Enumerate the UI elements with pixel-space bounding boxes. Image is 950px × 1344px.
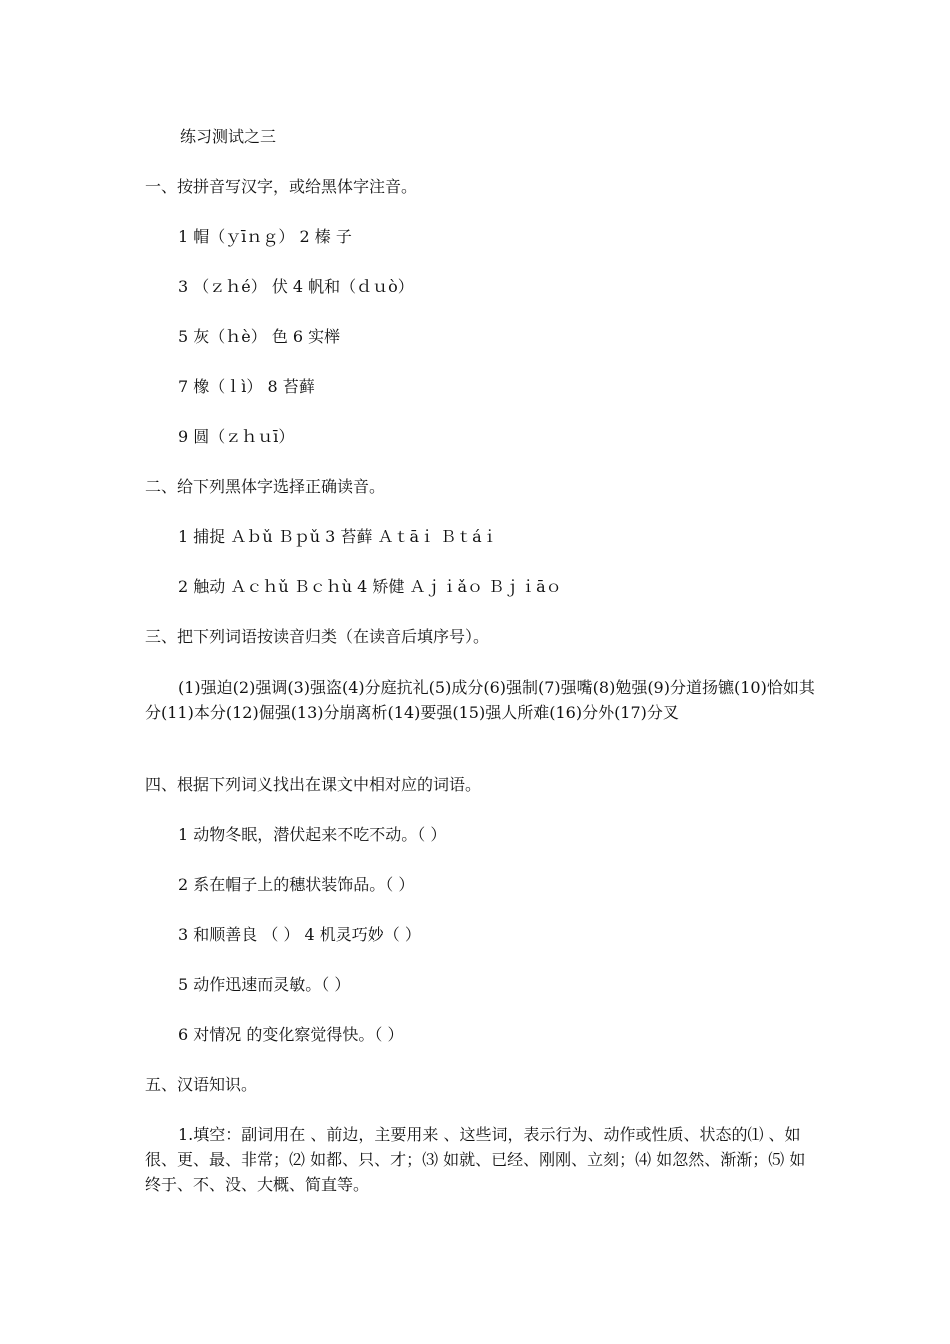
- section-1-heading: 一、按拼音写汉字，或给黑体字注音。: [145, 177, 418, 196]
- section-4-item: 3 和顺善良 （ ） 4 机灵巧妙（ ）: [178, 925, 421, 944]
- section-2-item: 1 捕捉 Ａｂǔ Ｂｐǔ 3 苔藓 Ａｔāｉ Ｂｔáｉ: [178, 527, 498, 546]
- section-5-heading: 五、汉语知识。: [145, 1075, 258, 1094]
- section-1-item: 5 灰（ｈè） 色 6 实榉: [178, 327, 341, 346]
- section-1-item: 9 圆（ｚｈｕī）: [178, 427, 295, 446]
- page-title: 练习测试之三: [180, 127, 277, 146]
- section-1-item: 1 帽（ｙīｎｇ） 2 榛 子: [178, 227, 352, 246]
- section-4-item: 2 系在帽子上的穗状装饰品。（ ）: [178, 875, 415, 894]
- section-4-heading: 四、根据下列词义找出在课文中相对应的词语。: [145, 775, 482, 794]
- section-4-item: 1 动物冬眠，潜伏起来不吃不动。（ ）: [178, 825, 447, 844]
- section-5-paragraph: 1.填空：副词用在 、前边，主要用来 、这些词，表示行为、动作或性质、状态的⑴ 、如很、更、最、非常；⑵ 如都、只、才；⑶ 如就、已经、刚刚、立刻；⑷ 如忽然、渐渐；⑸ 如终于、不、没、大概、简直等。: [145, 1125, 806, 1194]
- section-2-item: 2 触动 Ａｃｈǔ Ｂｃｈù 4 矫健 Ａｊｉǎｏ Ｂｊｉāｏ: [178, 577, 562, 596]
- section-2-heading: 二、给下列黑体字选择正确读音。: [145, 477, 386, 496]
- section-4-item: 5 动作迅速而灵敏。（ ）: [178, 975, 351, 994]
- section-3-word-list: (1)强迫(2)强调(3)强盗(4)分庭抗礼(5)成分(6)强制(7)强嘴(8)勉强(9)分道扬镳(10)恰如其分(11)本分(12)倔强(13)分崩离析(14)要强(15)强人所难(16)分外(17)分叉: [145, 678, 815, 722]
- section-4-item: 6 对情况 的变化察觉得快。（ ）: [178, 1025, 404, 1044]
- section-3-heading: 三、把下列词语按读音归类（在读音后填序号）。: [145, 627, 490, 646]
- section-1-item: 7 橡（ｌì） 8 苔藓: [178, 377, 315, 396]
- section-1-item: 3 （ｚｈé） 伏 4 帆和（ｄｕò）: [178, 277, 414, 296]
